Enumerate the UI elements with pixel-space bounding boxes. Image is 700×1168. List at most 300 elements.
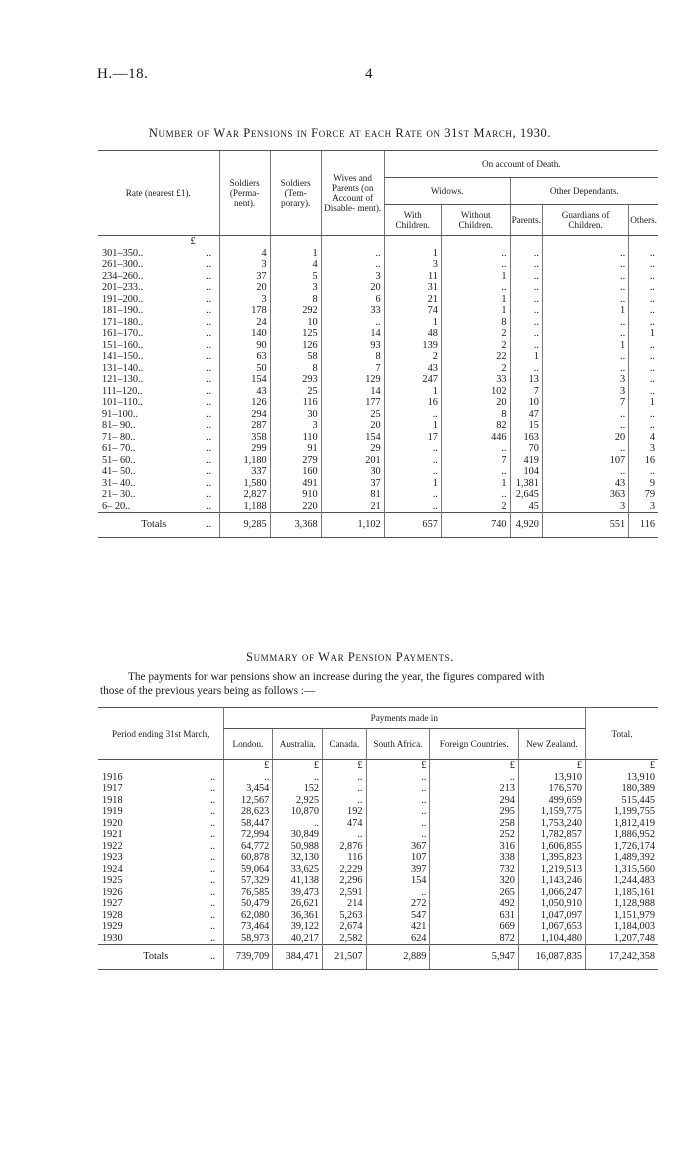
new-zealand-header: New Zealand.: [518, 729, 585, 760]
value-cell: 252: [430, 829, 518, 841]
value-cell: 39,473: [273, 887, 323, 899]
value-cell: 1: [629, 328, 658, 340]
value-cell: 126: [270, 340, 321, 352]
row-label: 201–233..: [102, 282, 144, 293]
leader-dots: ..: [206, 454, 212, 466]
with-children-header: With Children.: [384, 205, 441, 236]
value-cell: 178: [219, 305, 270, 317]
value-cell: 1,580: [219, 478, 270, 490]
value-cell: 292: [270, 305, 321, 317]
value-cell: 107: [542, 455, 628, 467]
value-cell: 499,659: [518, 795, 585, 807]
pension-rate-row: [98, 397, 658, 409]
value-cell: 3: [542, 374, 628, 386]
leader-dots: ..: [206, 328, 212, 339]
pension-rate-row: [98, 432, 658, 444]
value-cell: 3: [542, 386, 628, 398]
value-cell: ..: [366, 829, 430, 841]
pension-rate-row: [98, 340, 658, 352]
row-label: 31– 40..: [102, 477, 136, 489]
value-cell: 1: [510, 351, 542, 363]
value-cell: 33,625: [273, 864, 323, 876]
value-cell: 279: [270, 455, 321, 467]
value-cell: ..: [510, 282, 542, 294]
value-cell: ..: [366, 795, 430, 807]
intro-line-2: those of the previous years being as follows :—: [100, 685, 316, 697]
row-label: 61– 70..: [102, 443, 136, 454]
payment-year-row: [98, 910, 658, 922]
leader-dots: ..: [206, 282, 212, 293]
value-cell: 1,753,240: [518, 818, 585, 830]
value-cell: 36,361: [273, 910, 323, 922]
value-cell: 2: [441, 340, 510, 352]
leader-dots: ..: [209, 783, 216, 794]
value-cell: 1,199,755: [586, 806, 659, 818]
row-label: 21– 30..: [102, 489, 136, 500]
currency-unit: £: [366, 760, 430, 772]
pension-rate-row: [98, 351, 658, 363]
value-cell: 1,151,979: [586, 910, 659, 922]
row-label: 1916: [102, 771, 123, 783]
value-cell: 59,064: [223, 864, 273, 876]
value-cell: 139: [384, 340, 441, 352]
wives-parents-header: Wives and Parents (on Account of Disable- ment).: [321, 151, 384, 236]
leader-dots: ..: [206, 420, 212, 431]
value-cell: 320: [430, 875, 518, 887]
value-cell: 491: [270, 478, 321, 490]
value-cell: 104: [510, 466, 542, 478]
value-cell: 2: [441, 363, 510, 375]
total-cell: 739,709: [223, 945, 273, 970]
value-cell: 176,570: [518, 783, 585, 795]
value-cell: 1,726,174: [586, 841, 659, 853]
value-cell: 2,591: [323, 887, 366, 899]
value-cell: 24: [219, 317, 270, 329]
payment-year-row: [98, 841, 658, 853]
value-cell: 7: [542, 397, 628, 409]
payment-year-row: [98, 898, 658, 910]
currency-unit: £: [518, 760, 585, 772]
value-cell: 1: [384, 317, 441, 329]
row-label: 1927: [102, 898, 123, 909]
leader-dots: ..: [206, 374, 212, 385]
value-cell: 37: [219, 271, 270, 283]
leader-dots: ..: [209, 840, 216, 852]
value-cell: 30,849: [273, 829, 323, 841]
total-cell: 1,102: [321, 513, 384, 538]
value-cell: 1,782,857: [518, 829, 585, 841]
document-reference: H.—18.: [97, 66, 149, 82]
value-cell: 7: [510, 386, 542, 398]
value-cell: 2,876: [323, 841, 366, 853]
value-cell: ..: [542, 259, 628, 271]
total-cell: 5,947: [430, 945, 518, 970]
value-cell: ..: [629, 351, 658, 363]
value-cell: ..: [384, 409, 441, 421]
row-label: 91–100..: [102, 408, 139, 420]
leader-dots: ..: [209, 863, 216, 875]
payment-year-row: [98, 818, 658, 830]
pension-rate-row: [98, 409, 658, 421]
value-cell: 73,464: [223, 921, 273, 933]
leader-dots: ..: [206, 477, 212, 489]
row-label: 1929: [102, 921, 123, 932]
leader-dots: ..: [209, 817, 216, 829]
currency-unit: £: [323, 760, 366, 772]
value-cell: 91: [270, 443, 321, 455]
value-cell: ..: [542, 363, 628, 375]
value-cell: 1,066,247: [518, 887, 585, 899]
value-cell: ..: [510, 294, 542, 306]
value-cell: 3: [321, 271, 384, 283]
value-cell: 6: [321, 294, 384, 306]
value-cell: 1: [270, 248, 321, 260]
value-cell: 1,315,560: [586, 864, 659, 876]
value-cell: 1: [384, 248, 441, 260]
value-cell: ..: [366, 806, 430, 818]
value-cell: ..: [321, 317, 384, 329]
value-cell: 8: [321, 351, 384, 363]
value-cell: ..: [366, 783, 430, 795]
value-cell: ..: [629, 248, 658, 260]
leader-dots: ..: [206, 489, 212, 500]
value-cell: 1: [441, 305, 510, 317]
value-cell: 58,973: [223, 933, 273, 945]
value-cell: 154: [366, 875, 430, 887]
summary-title: Summary of War Pension Payments.: [246, 650, 454, 664]
leader-dots: ..: [206, 397, 212, 408]
leader-dots: ..: [209, 886, 216, 898]
value-cell: ..: [441, 443, 510, 455]
leader-dots: ..: [209, 898, 216, 909]
value-cell: 669: [430, 921, 518, 933]
leader-dots: ..: [206, 408, 212, 420]
value-cell: 474: [323, 818, 366, 830]
value-cell: 11: [384, 271, 441, 283]
value-cell: ..: [384, 455, 441, 467]
row-label: 1924: [102, 863, 123, 875]
row-label: 1917: [102, 783, 123, 794]
value-cell: ..: [542, 294, 628, 306]
total-cell: 4,920: [510, 513, 542, 538]
value-cell: 7: [321, 363, 384, 375]
value-cell: 1: [542, 340, 628, 352]
row-label: 171–180..: [102, 316, 144, 328]
value-cell: 201: [321, 455, 384, 467]
value-cell: 45: [510, 501, 542, 513]
row-label: 1923: [102, 852, 123, 863]
leader-dots: ..: [206, 443, 212, 454]
value-cell: 28,623: [223, 806, 273, 818]
value-cell: ..: [629, 409, 658, 421]
value-cell: 177: [321, 397, 384, 409]
row-label: 81– 90..: [102, 420, 136, 431]
leader-dots: ..: [206, 351, 212, 362]
value-cell: ..: [542, 466, 628, 478]
leader-dots: ..: [209, 932, 216, 944]
total-cell: 3,368: [270, 513, 321, 538]
pension-rate-row: [98, 271, 658, 283]
value-cell: 57,329: [223, 875, 273, 887]
value-cell: ..: [629, 374, 658, 386]
value-cell: 30: [321, 466, 384, 478]
row-label: 41– 50..: [102, 466, 136, 477]
value-cell: 129: [321, 374, 384, 386]
pension-table-title: Number of War Pensions in Force at each Rate on 31st March, 1930.: [148, 126, 552, 140]
value-cell: 7: [441, 455, 510, 467]
value-cell: 33: [321, 305, 384, 317]
value-cell: 21: [384, 294, 441, 306]
value-cell: ..: [223, 772, 273, 784]
value-cell: 1,159,775: [518, 806, 585, 818]
value-cell: 31: [384, 282, 441, 294]
value-cell: ..: [273, 818, 323, 830]
value-cell: 2,645: [510, 489, 542, 501]
pension-rate-row: [98, 248, 658, 260]
value-cell: ..: [629, 363, 658, 375]
value-cell: ..: [629, 466, 658, 478]
value-cell: 1,067,653: [518, 921, 585, 933]
value-cell: 60,878: [223, 852, 273, 864]
leader-dots: ..: [206, 362, 212, 374]
value-cell: 76,585: [223, 887, 273, 899]
value-cell: ..: [542, 420, 628, 432]
leader-dots: ..: [206, 247, 212, 259]
value-cell: ..: [542, 351, 628, 363]
value-cell: 1,812,419: [586, 818, 659, 830]
payment-year-row: [98, 772, 658, 784]
leader-dots: ..: [206, 500, 212, 512]
value-cell: 152: [273, 783, 323, 795]
value-cell: 1: [629, 397, 658, 409]
value-cell: 50: [219, 363, 270, 375]
leader-dots: ..: [206, 466, 212, 477]
page-number: 4: [365, 66, 373, 82]
value-cell: ..: [441, 466, 510, 478]
value-cell: ..: [542, 282, 628, 294]
value-cell: 1: [441, 271, 510, 283]
leader-dots: ..: [206, 339, 212, 351]
value-cell: 163: [510, 432, 542, 444]
row-label: 1925: [102, 875, 123, 886]
value-cell: ..: [542, 317, 628, 329]
period-header: Period ending 31st March,: [98, 708, 223, 760]
value-cell: 154: [219, 374, 270, 386]
value-cell: 2,925: [273, 795, 323, 807]
value-cell: 358: [219, 432, 270, 444]
value-cell: ..: [629, 305, 658, 317]
total-cell: 551: [542, 513, 628, 538]
value-cell: ..: [430, 772, 518, 784]
value-cell: ..: [629, 340, 658, 352]
row-label: 261–300..: [102, 259, 144, 270]
pension-rate-row: [98, 501, 658, 513]
value-cell: 1: [384, 420, 441, 432]
row-label: 1926: [102, 886, 123, 898]
value-cell: 1: [542, 305, 628, 317]
value-cell: 3: [270, 420, 321, 432]
value-cell: ..: [629, 259, 658, 271]
value-cell: ..: [542, 328, 628, 340]
row-label: 121–130..: [102, 374, 144, 385]
value-cell: 4: [270, 259, 321, 271]
value-cell: ..: [510, 305, 542, 317]
value-cell: 93: [321, 340, 384, 352]
value-cell: 43: [384, 363, 441, 375]
value-cell: 8: [441, 317, 510, 329]
payment-year-row: [98, 806, 658, 818]
value-cell: 10,870: [273, 806, 323, 818]
row-label: 151–160..: [102, 339, 144, 351]
total-cell: 116: [629, 513, 658, 538]
value-cell: 160: [270, 466, 321, 478]
guardians-header: Guardians of Children.: [542, 205, 628, 236]
value-cell: 1,606,855: [518, 841, 585, 853]
value-cell: 1,207,748: [586, 933, 659, 945]
value-cell: ..: [510, 259, 542, 271]
value-cell: 910: [270, 489, 321, 501]
value-cell: 64,772: [223, 841, 273, 853]
value-cell: 82: [441, 420, 510, 432]
value-cell: 2: [384, 351, 441, 363]
value-cell: 74: [384, 305, 441, 317]
value-cell: 4: [219, 248, 270, 260]
value-cell: 8: [270, 363, 321, 375]
value-cell: 13,910: [518, 772, 585, 784]
value-cell: ..: [629, 317, 658, 329]
leader-dots: ..: [206, 259, 212, 270]
value-cell: 50,988: [273, 841, 323, 853]
value-cell: ..: [542, 271, 628, 283]
value-cell: 39,122: [273, 921, 323, 933]
value-cell: 295: [430, 806, 518, 818]
value-cell: ..: [629, 420, 658, 432]
value-cell: ..: [441, 489, 510, 501]
other-dependants-header: Other Dependants.: [510, 178, 658, 205]
value-cell: 3,454: [223, 783, 273, 795]
value-cell: ..: [323, 772, 366, 784]
payment-year-row: [98, 783, 658, 795]
value-cell: 192: [323, 806, 366, 818]
soldiers-temporary-header: Soldiers (Tem- porary).: [270, 151, 321, 236]
value-cell: ..: [384, 501, 441, 513]
total-cell: 9,285: [219, 513, 270, 538]
value-cell: ..: [384, 489, 441, 501]
value-cell: 30: [270, 409, 321, 421]
row-label: 161–170..: [102, 328, 144, 339]
total-cell: 21,507: [323, 945, 366, 970]
row-label: 101–110..: [102, 397, 143, 408]
leader-dots: ..: [209, 909, 216, 921]
value-cell: 20: [441, 397, 510, 409]
pension-rate-row: [98, 317, 658, 329]
page-header: [97, 66, 650, 86]
value-cell: 1: [441, 478, 510, 490]
value-cell: ..: [510, 340, 542, 352]
leader-dots: ..: [209, 794, 216, 806]
value-cell: 2,296: [323, 875, 366, 887]
value-cell: 4: [629, 432, 658, 444]
value-cell: ..: [273, 772, 323, 784]
payment-year-row: [98, 829, 658, 841]
value-cell: 1,381: [510, 478, 542, 490]
row-label: 1930: [102, 932, 123, 944]
value-cell: 63: [219, 351, 270, 363]
pension-rate-row: [98, 282, 658, 294]
value-cell: 22: [441, 351, 510, 363]
row-label: 111–120..: [102, 385, 143, 397]
value-cell: 3: [270, 282, 321, 294]
leader-dots: ..: [209, 806, 216, 817]
value-cell: 624: [366, 933, 430, 945]
value-cell: 1,219,513: [518, 864, 585, 876]
value-cell: 13,910: [586, 772, 659, 784]
value-cell: ..: [366, 818, 430, 830]
total-cell: 657: [384, 513, 441, 538]
value-cell: 154: [321, 432, 384, 444]
value-cell: 1,185,161: [586, 887, 659, 899]
value-cell: 3: [384, 259, 441, 271]
foreign-countries-header: Foreign Countries.: [430, 729, 518, 760]
value-cell: 29: [321, 443, 384, 455]
value-cell: 316: [430, 841, 518, 853]
death-header: On account of Death.: [384, 151, 658, 178]
value-cell: 20: [321, 420, 384, 432]
row-label: 71– 80..: [102, 431, 136, 443]
value-cell: 43: [542, 478, 628, 490]
row-label: 234–260..: [102, 270, 144, 282]
currency-unit: £: [223, 760, 273, 772]
payment-year-row: [98, 875, 658, 887]
value-cell: 3: [219, 294, 270, 306]
currency-unit: £: [190, 236, 196, 247]
row-label: 1921: [102, 829, 123, 840]
leader-dots: ..: [209, 852, 216, 863]
pension-rate-row: [98, 374, 658, 386]
value-cell: 5: [270, 271, 321, 283]
unit-row: [98, 236, 658, 248]
value-cell: 213: [430, 783, 518, 795]
value-cell: ..: [542, 443, 628, 455]
value-cell: 287: [219, 420, 270, 432]
value-cell: 126: [219, 397, 270, 409]
row-label: 301–350..: [102, 247, 144, 259]
value-cell: 58: [270, 351, 321, 363]
value-cell: 41,138: [273, 875, 323, 887]
value-cell: 40,217: [273, 933, 323, 945]
pension-rate-row: [98, 328, 658, 340]
value-cell: 10: [270, 317, 321, 329]
summary-intro: [100, 670, 655, 698]
value-cell: 247: [384, 374, 441, 386]
value-cell: 48: [384, 328, 441, 340]
totals-label: Totals: [98, 945, 203, 970]
value-cell: 32,130: [273, 852, 323, 864]
unit-row: [98, 760, 658, 772]
value-cell: ..: [441, 248, 510, 260]
value-cell: 363: [542, 489, 628, 501]
value-cell: 8: [270, 294, 321, 306]
value-cell: 37: [321, 478, 384, 490]
without-children-header: Without Children.: [441, 205, 510, 236]
value-cell: 125: [270, 328, 321, 340]
value-cell: ..: [366, 887, 430, 899]
value-cell: ..: [323, 795, 366, 807]
pension-rate-row: [98, 386, 658, 398]
value-cell: 367: [366, 841, 430, 853]
leader-dots: ..: [209, 829, 216, 840]
value-cell: 2,674: [323, 921, 366, 933]
